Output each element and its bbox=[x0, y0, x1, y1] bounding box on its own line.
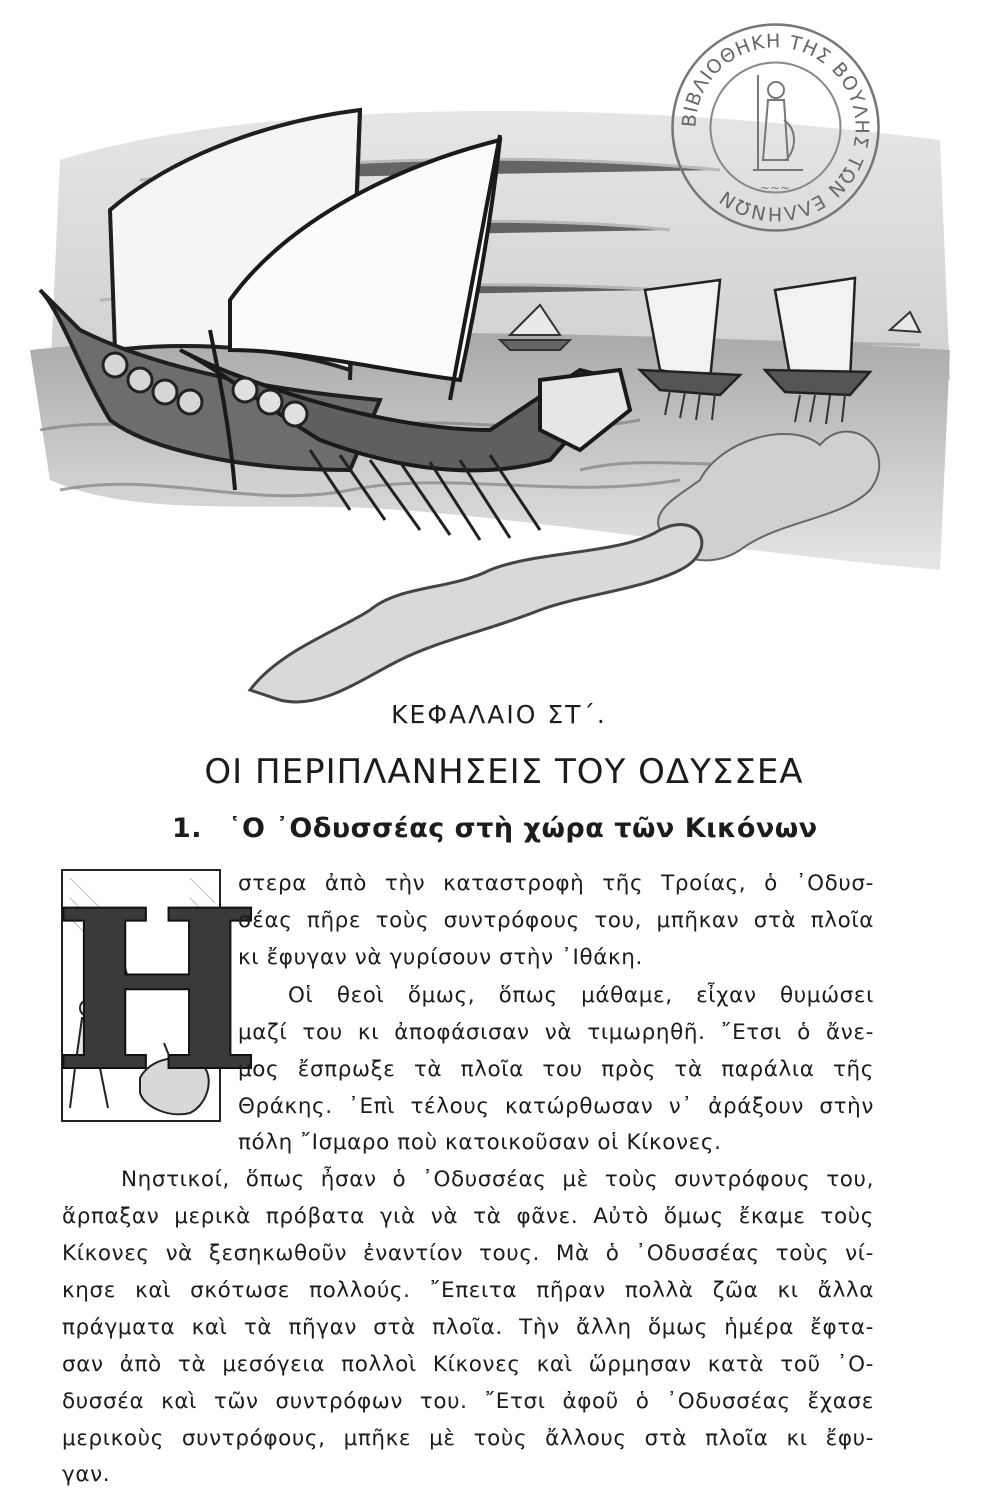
section-title: ῾Ο ᾿Οδυσσέας στὴ χώρα τῶν Κικόνων bbox=[228, 813, 818, 844]
text-line: μερικοὺς συντρόφους, μπῆκε μὲ τοὺς ἄλλους στὰ πλοῖα κι ἔφυ- bbox=[62, 1426, 874, 1451]
text-line: μος ἔσπρωξε τὰ πλοῖα του πρὸς τὰ παράλια τῆς bbox=[238, 1057, 874, 1082]
svg-text:ΒΙΒΛΙΟΘΗΚΗ ΤΗΣ ΒΟΥΛΗΣ ΤΩΝ ΕΛΛΗ bbox=[678, 30, 872, 224]
text-line: πράγματα καὶ τὰ πῆγαν στὰ πλοῖα. Τὴν ἄλλη ὅμως ἡμέρα ἔφτα- bbox=[62, 1315, 874, 1340]
text-line: Νηστικοί, ὅπως ἦσαν ὁ ᾿Οδυσσέας μὲ τοὺς συντρόφους του, bbox=[121, 1167, 874, 1192]
decorated-initial bbox=[53, 861, 261, 1123]
text-line: Οἱ θεοὶ ὅμως, ὅπως μάθαμε, εἶχαν θυμώσει bbox=[288, 983, 874, 1008]
text-line: ἅρπαξαν μερικὰ πρόβατα γιὰ νὰ τὰ φᾶνε. Αὐτὸ ὅμως ἔκαμε τοὺς bbox=[62, 1204, 874, 1229]
text-line: γαν. bbox=[62, 1462, 111, 1487]
text-line: κησε καὶ σκότωσε πολλούς. ῎Επειτα πῆραν πολλὰ ζῶα κι ἄλλα bbox=[62, 1278, 874, 1303]
text-line: δυσσέα καὶ τῶν συντρόφων του. ῎Ετσι ἀφοῦ ὁ ᾿Οδυσσέας ἔχασε bbox=[62, 1389, 874, 1414]
text-line: κι ἔφυγαν νὰ γυρίσουν στὴν ᾿Ιθάκη. bbox=[238, 945, 643, 970]
text-line: πόλη ῎Ισμαρο ποὺ κατοικοῦσαν οἱ Κίκονες. bbox=[238, 1130, 722, 1155]
text-line: σέας πῆρε τοὺς συντρόφους του, μπῆκαν στὰ πλοῖα bbox=[238, 908, 874, 933]
chapter-title: ΟΙ ΠΕΡΙΠΛΑΝΗΣΕΙΣ ΤΟΥ ΟΔΥΣΣΕΑ bbox=[204, 752, 804, 792]
text-line: Θράκης. ᾿Επὶ τέλους κατώρθωσαν ν᾿ ἀράξουν στὴν bbox=[238, 1094, 874, 1119]
section-heading bbox=[172, 813, 818, 844]
svg-text:~~~: ~~~ bbox=[759, 181, 791, 195]
text-line: σαν ἀπὸ τὰ μεσόγεια πολλοὶ Κίκονες καὶ ὥρμησαν κατὰ τοῦ ᾿Ο- bbox=[62, 1352, 874, 1377]
library-stamp bbox=[668, 20, 883, 235]
text-line: μαζί του κι ἀποφάσισαν νὰ τιμωρηθῆ. ῎Ετσι ὁ ἄνε- bbox=[238, 1020, 874, 1045]
stamp-ring-text: ΒΙΒΛΙΟΘΗΚΗ ΤΗΣ ΒΟΥΛΗΣ ΤΩΝ ΕΛΛΗΝΩΝ bbox=[678, 30, 873, 225]
chapter-label: ΚΕΦΑΛΑΙΟ ΣΤ΄. bbox=[391, 700, 607, 729]
drop-cap-letter: Η bbox=[53, 861, 261, 1120]
text-line: Κίκονες νὰ ξεσηκωθοῦν ἐναντίον τους. Μὰ ὁ ᾿Οδυσσέας τοὺς νί- bbox=[62, 1241, 874, 1266]
section-number: 1. bbox=[172, 813, 203, 844]
text-line: στερα ἀπὸ τὴν καταστροφὴ τῆς Τροίας, ὁ ᾿Οδυσ- bbox=[238, 871, 874, 896]
